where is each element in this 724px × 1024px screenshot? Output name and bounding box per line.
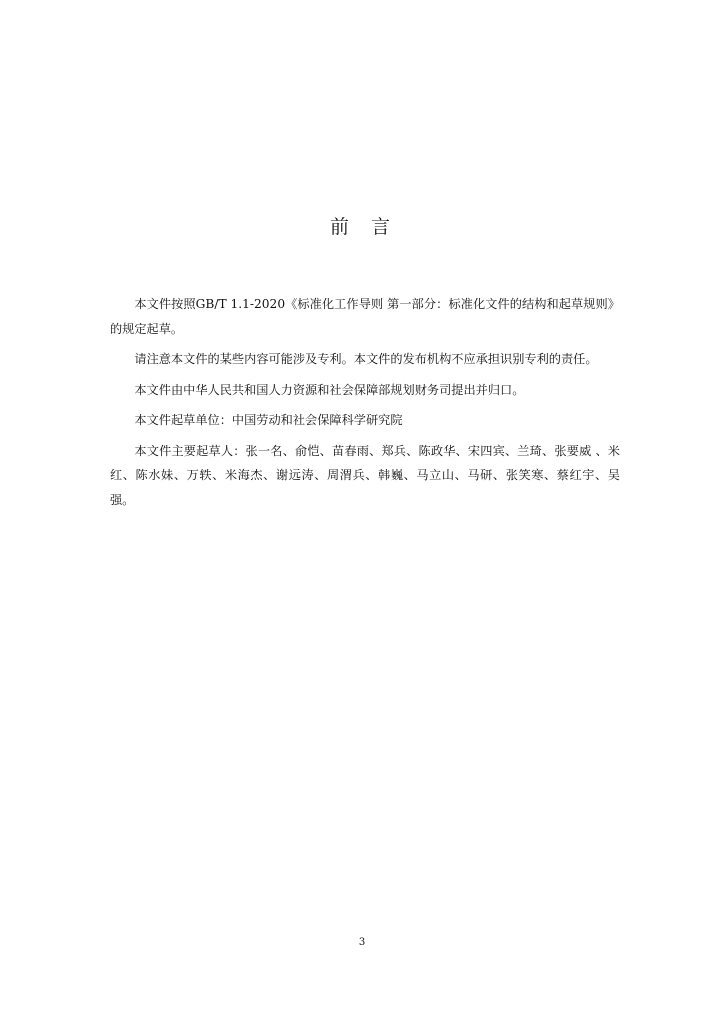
paragraph-standard-basis: 本文件按照GB/T 1.1-2020《标准化工作导则 第一部分：标准化文件的结构和起草规则》的规定起草。 (110, 297, 620, 336)
paragraph-patent-notice: 请注意本文件的某些内容可能涉及专利。本文件的发布机构不应承担识别专利的责任。 (134, 352, 598, 366)
paragraph-drafting-unit: 本文件起草单位：中国劳动和社会保障科学研究院 (134, 413, 403, 427)
page-title: 前言 (329, 216, 412, 238)
page-number: 3 (358, 937, 366, 948)
paragraph-drafters: 本文件主要起草人：张一名、俞恺、苗春雨、郑兵、陈政华、宋四宾、兰琦、张要威 、米红、陈水妹、万轶、米海杰、谢远涛、周渭兵、韩巍、马立山、马研、张笑寒、蔡红宇、吴强。 (110, 443, 620, 507)
document-body (110, 292, 620, 518)
paragraph-proposer: 本文件由中华人民共和国人力资源和社会保障部规划财务司提出并归口。 (134, 382, 525, 397)
